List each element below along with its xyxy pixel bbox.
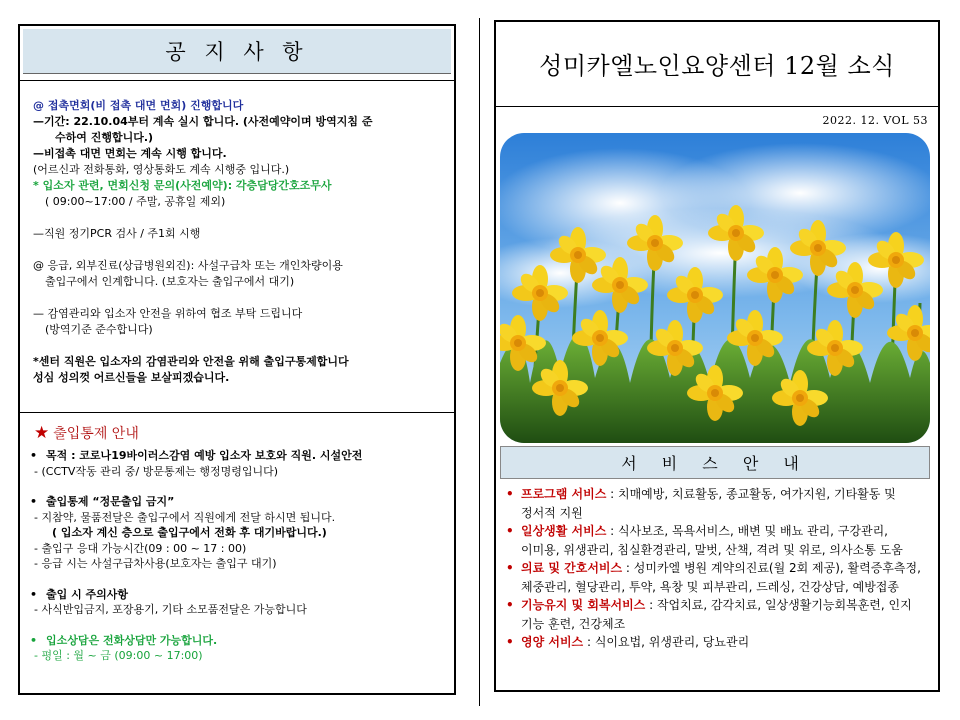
notice-header-rule: [20, 80, 454, 81]
star-icon: ★: [34, 423, 50, 443]
service-item: • 프로그램 서비스 : 치매예방, 치료활동, 종교활동, 여가지원, 기타활동 및 정서적 지원: [505, 485, 923, 522]
services-list: [505, 485, 923, 652]
title-rule: [496, 106, 938, 107]
newsletter-title: 성미카엘노인요양센터 12월 소식: [539, 51, 895, 80]
daffodil-photo: [500, 133, 930, 443]
access-body: [30, 448, 455, 664]
notice-line: * 입소자 관련, 면회신청 문의(사전예약): 각층담당간호조무사: [33, 179, 332, 192]
service-item: • 의료 및 간호서비스 : 성미카엘 병원 계약의진료(월 2회 제공), 활력증후측정, 체중관리, 혈당관리, 투약, 욕창 및 피부관리, 드레싱, 건강상담, 예방접종: [505, 559, 923, 596]
notice-line: @ 접촉면회(비 접촉 대면 면회) 진행합니다: [33, 99, 244, 112]
volume-label: 2022. 12. VOL 53: [822, 114, 928, 127]
access-line: - 출입구 응대 가능시간(09 : 00 ~ 17 : 00): [34, 541, 247, 555]
access-line: - 평일 : 월 ~ 금 (09:00 ~ 17:00): [34, 649, 203, 662]
notice-header: [23, 29, 451, 74]
access-title-text: 출입통제 안내: [53, 426, 139, 442]
notice-line: 수하여 진행합니다.): [55, 131, 154, 144]
services-header: [500, 446, 930, 479]
access-line: ( 입소자 계신 층으로 출입구에서 전화 후 대기바랍니다.): [52, 526, 327, 539]
notice-line: —기간: 22.10.04부터 계속 실시 합니다. (사전예약이며 방역지침 준: [33, 115, 373, 128]
access-line: • 출입통제 “정문출입 금지”: [30, 495, 175, 508]
notice-box: [18, 24, 456, 695]
notice-line: 성심 성의껏 어르신들을 보살피겠습니다.: [33, 371, 230, 384]
notice-line: (방역기준 준수합니다): [45, 323, 153, 336]
notice-title: 공 지 사 항: [165, 40, 309, 64]
notice-line: 출입구에서 인계합니다. (보호자는 출입구에서 대기): [45, 275, 295, 288]
access-title: [34, 423, 139, 443]
notice-line: (어르신과 전화통화, 영상통화도 계속 시행중 입니다.): [33, 163, 290, 176]
service-item: • 일상생활 서비스 : 식사보조, 목욕서비스, 배변 및 배뇨 관리, 구강관리, 이미용, 위생관리, 침실환경관리, 말벗, 산책, 격려 및 위로, 의사소통 도움: [505, 522, 923, 559]
service-item: • 기능유지 및 회복서비스 : 작업치료, 감각치료, 일상생활기능회복훈련, 인지 기능 훈련, 건강체조: [505, 596, 923, 633]
section-divider: [20, 412, 454, 413]
notice-line: ( 09:00~17:00 / 주말, 공휴일 제외): [45, 195, 226, 208]
notice-line: @ 응급, 외부진료(상급병원외진): 사설구급차 또는 개인차량이용: [33, 259, 343, 272]
services-title: 서 비 스 안 내: [621, 454, 809, 473]
service-item: • 영양 서비스 : 식이요법, 위생관리, 당뇨관리: [505, 633, 923, 652]
notice-body: [33, 98, 453, 386]
notice-line: —직원 정기PCR 검사 / 주1회 시행: [33, 227, 201, 240]
notice-line: —비접촉 대면 면회는 계속 시행 합니다.: [33, 147, 227, 160]
access-line: - 지참약, 물품전달은 출입구에서 직원에게 전달 하시면 됩니다.: [34, 510, 336, 524]
access-line: • 입소상담은 전화상담만 가능합니다.: [30, 633, 218, 647]
access-line: - (CCTV작동 관리 중/ 방문통제는 행정명령입니다): [34, 464, 278, 478]
column-divider: [479, 18, 480, 706]
access-line: - 사식반입금지, 포장용기, 기타 소모품전달은 가능합니다: [34, 603, 307, 616]
notice-line: *센터 직원은 입소자의 감염관리와 안전을 위해 출입구통제합니다: [33, 355, 349, 368]
newsletter-title-area: [496, 22, 938, 104]
access-line: • 출입 시 주의사항: [30, 587, 129, 601]
access-line: • 목적 : 코로나19바이러스감염 예방 입소자 보호와 직원. 시설안전: [30, 449, 363, 462]
access-line: - 응급 시는 사설구급차사용(보호자는 출입구 대기): [34, 557, 277, 570]
notice-line: — 감염관리와 입소자 안전을 위하여 협조 부탁 드립니다: [33, 307, 303, 320]
